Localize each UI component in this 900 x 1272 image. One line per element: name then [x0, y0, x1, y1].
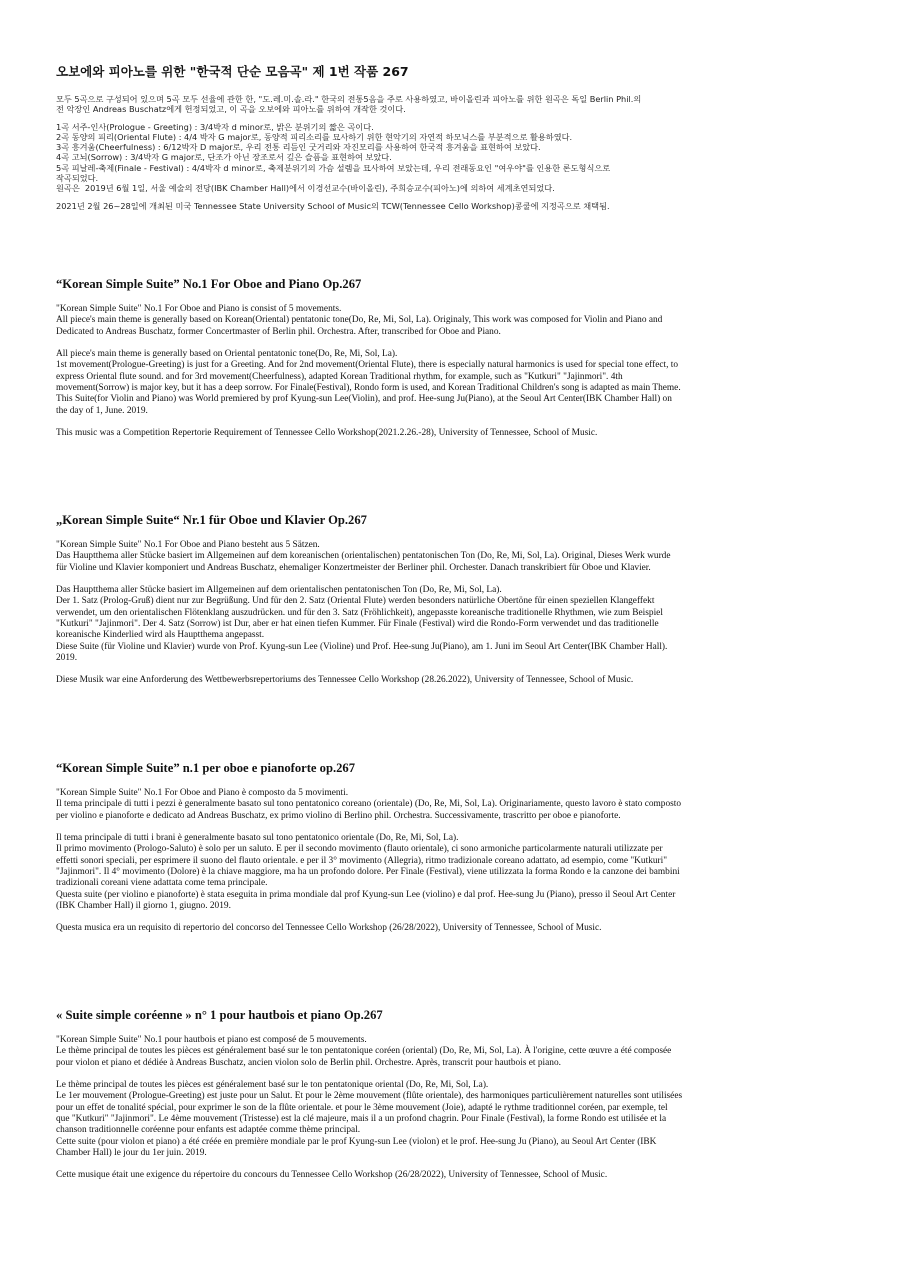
english-paragraph-3: This music was a Competition Repertorie Requirement of Tennessee Cello Workshop(2021.2.26.-28), University of Tennessee, School of Music. [56, 428, 598, 439]
italian-paragraph-1: "Korean Simple Suite" No.1 For Oboe and Piano è composto da 5 movimenti. Il tema principale di tutti i pezzi è generalmente basato sul tono pentatonico coreano (orientale) (Do, Re, Mi, Sol, La). Originariamente, questo lavoro è stato composto per violino e pianoforte e dedicato ad Andreas Buschatz, ex primo violino di Berlino phil. Orchestra. Successivamente, trascritto per oboe e pianoforte. [56, 788, 682, 821]
german-paragraph-1: "Korean Simple Suite" No.1 For Oboe and Piano besteht aus 5 Sätzen. Das Hauptthema aller Stücke basiert im Allgemeinen auf dem koreanischen (orientalischen) pentatonischen Ton (Do, Re, Mi, Sol, La). Original, Dieses Werk wurde für Violine und Klavier komponiert und Andreas Buschatz, ehemaliger Konzertmeister der Berliner phil. Orchester. Danach transkribiert für Oboe und Klavier. [56, 540, 671, 573]
korean-section [56, 62, 856, 218]
french-section [56, 1008, 858, 1193]
german-paragraph-2: Das Hauptthema aller Stücke basiert im Allgemeinen auf dem orientalischen pentatonischen Ton (Do, Re, Mi, Sol, La). Der 1. Satz (Prolog-Gruß) dient nur zur Begrüßung. Und für den 2. Satz (Oriental Flute) werden besonders natürliche Obertöne für einen speziellen Klangeffekt verwendet, um den orientalischen Flötenklang auszudrücken. und für den 3. Satz (Fröhlichkeit), angepasste koreanische traditionelle Rhythmen, wie zum Beispiel "Kutkuri" "Jajinmori". Der 4. Satz (Sorrow) ist Dur, aber er hat einen tiefen Kummer. Für Finale (Festival) wird die Rondo-Form verwendet und das traditionelle koreanische Kinderlied wird als Hauptthema angepasst. Diese Suite (für Violine und Klavier) wurde von Prof. Kyung-sun Lee (Violine) und Prof. Hee-sung Ju(Piano), am 1. Juni im Seoul Art Center(IBK Chamber Hall). 2019. [56, 585, 668, 664]
italian-paragraph-2: Il tema principale di tutti i brani è generalmente basato sul tono pentatonico orientale (Do, Re, Mi, Sol, La). Il primo movimento (Prologo-Saluto) è solo per un saluto. E per il secondo movimento (flauto orientale), ci sono armoniche particolarmente naturali utilizzate per effetti sonori speciali, per esprimere il suono del flauto orientale. e per il 3° movimento (Allegria), ritmo tradizionale coreano adattato, ad esempio, come "Kutkuri" "Jajinmori". Il 4° movimento (Dolore) è la chiave maggiore, ma ha un profondo dolore. Per Finale (Festival), viene utilizzata la forma Rondo e la canzone dei bambini tradizionali coreani viene adattata come tema principale. Questa suite (per violino e pianoforte) è stata eseguita in prima mondiale dal prof Kyung-sun Lee (violino) e dal prof. Hee-sung Ju (Piano), presso il Seoul Art Center (IBK Chamber Hall) il giorno 1, giugno. 2019. [56, 833, 680, 912]
french-paragraph-2: Le thème principal de toutes les pièces est généralement basé sur le ton pentatonique oriental (Do, Re, Mi, Sol, La). Le 1er mouvement (Prologue-Greeting) est juste pour un Salut. Et pour le 2ème mouvement (flûte orientale), des harmoniques particulièrement naturelles sont utilisées pour un effet de tonalité spécial, pour exprimer le son de la flûte orientale. et pour le 3ème mouvement (Joie), adapté le rythme traditionnel coréen, par exemple, tel que "Kutkuri" "Jajinmori". Le 4ème mouvement (Tristesse) est la clé majeure, mais il a un profond chagrin. Pour Finale (Festival), la forme Rondo est utilisée et la chanson traditionnelle coréenne pour enfants est adaptée comme thème principal. Cette suite (pour violon et piano) a été créée en première mondiale par le prof Kyung-sun Lee (violon) et le prof. Hee-sung Ju (Piano), au Seoul Art Center (IBK Chamber Hall) le jour du 1er juin. 2019. [56, 1080, 683, 1159]
korean-movements: 1곡 서주-인사(Prologue - Greeting) : 3/4박자 d minor로, 밝은 분위기의 짧은 곡이다. 2곡 동양의 피리(Oriental Flute) : 4/4 박자 G major로, 동양적 피리소리를 묘사하기 위한 현악기의 자연적 하모닉스를 부분적으로 활용하였다. 3곡 흥겨움(Cheerfulness) : 6/12박자 D major로, 우리 전통 리듬인 굿거리와 자진모리를 사용하여 한국적 흥겨움을 표현하여 보았다. 4곡 고뇌(Sorrow) : 3/4박자 G major로, 단조가 아닌 장조로서 깊은 슬픔을 표현하여 보았다. 5곡 피날레-축제(Finale - Festival) : 4/4박자 d minor로, 축제분위기의 가슴 설렘을 묘사하여 보았는데, 우리 전래동요인 "여우야"를 인용한 론도형식으로 작곡되었다. 원곡은 2019년 6월 1일, 서울 예술의 전당(IBK Chamber Hall)에서 이경선교수(바이올린), 주희승교수(피아노)에 의하여 세계초연되었다. [56, 121, 611, 194]
italian-title: “Korean Simple Suite” n.1 per oboe e pianoforte op.267 [56, 761, 355, 775]
italian-paragraph-3: Questa musica era un requisito di repertorio del concorso del Tennessee Cello Workshop (26/28/2022), University of Tennessee, School of Music. [56, 923, 602, 934]
french-title: « Suite simple coréenne » n° 1 pour hautbois et piano Op.267 [56, 1008, 383, 1022]
english-paragraph-2: All piece's main theme is generally based on Oriental pentatonic tone(Do, Re, Mi, Sol, La). 1st movement(Prologue-Greeting) is just for a Greeting. And for 2nd movement(Oriental Flute), there is especially natural harmonics is used for special tone effect, to express Oriental flute sound. and for 3rd movement(Cheerfulness), adapted Korean Traditional rhythm, for example, such as "Kutkuri" "Jajinmori". 4th movement(Sorrow) is major key, but it has a deep sorrow. For Finale(Festival), Rondo form is used, and Korean Traditional Children's song is adapted as main Theme. This Suite(for Violin and Piano) was World premiered by prof Kyung-sun Lee(Violin), and prof. Hee-sung Ju(Piano), at the Seoul Art Center(IBK Chamber Hall) on the day of 1, June. 2019. [56, 349, 681, 416]
french-paragraph-3: Cette musique était une exigence du répertoire du concours du Tennessee Cello Workshop (26/28/2022), University of Tennessee, School of Music. [56, 1170, 608, 1181]
french-paragraph-1: "Korean Simple Suite" No.1 pour hautbois et piano est composé de 5 mouvements. Le thème principal de toutes les pièces est généralement basé sur le ton pentatonique coréen (oriental) (Do, Re, Mi, Sol, La). À l'origine, cette œuvre a été composée pour violon et piano et dédiée à Andreas Buschatz, ancien violon solo de Berlin phil. Orchestre. Après, transcrit pour hautbois et piano. [56, 1035, 672, 1068]
korean-intro: 모두 5곡으로 구성되어 있으며 5곡 모두 선율에 관한 한, "도.레.미.솔.라." 한국의 전통5음을 주로 사용하였고, 바이올린과 피아노를 위한 원곡은 독일 Berlin Phil.의 전 악장인 Andreas Buschatz에게 헌정되었고, 이 곡을 오보에와 피아노를 위하여 개작한 것이다. [56, 94, 642, 115]
german-title: „Korean Simple Suite“ Nr.1 für Oboe und Klavier Op.267 [56, 513, 367, 527]
italian-section [56, 761, 858, 946]
english-title: “Korean Simple Suite” No.1 For Oboe and Piano Op.267 [56, 277, 362, 291]
german-section [56, 513, 858, 698]
english-paragraph-1: "Korean Simple Suite" No.1 For Oboe and Piano is consist of 5 movements. All piece's main theme is generally based on Korean(Oriental) pentatonic tone(Do, Re, Mi, Sol, La). Originaly, This work was composed for Violin and Piano and Dedicated to Andreas Buschatz, former Concertmaster of Berlin phil. Orchestra. After, transcribed for Oboe and Piano. [56, 304, 663, 337]
korean-title: 오보에와 피아노를 위한 "한국적 단순 모음곡" 제 1번 작품 267 [56, 64, 409, 79]
korean-note: 2021년 2월 26~28일에 개최된 미국 Tennessee State University School of Music의 TCW(Tennessee Cello Workshop)콩쿨에 지정곡으로 채택됨. [56, 200, 610, 211]
german-paragraph-3: Diese Musik war eine Anforderung des Wettbewerbsrepertoriums des Tennessee Cello Workshop (28.26.2022), University of Tennessee, School of Music. [56, 675, 634, 686]
english-section [56, 277, 858, 450]
